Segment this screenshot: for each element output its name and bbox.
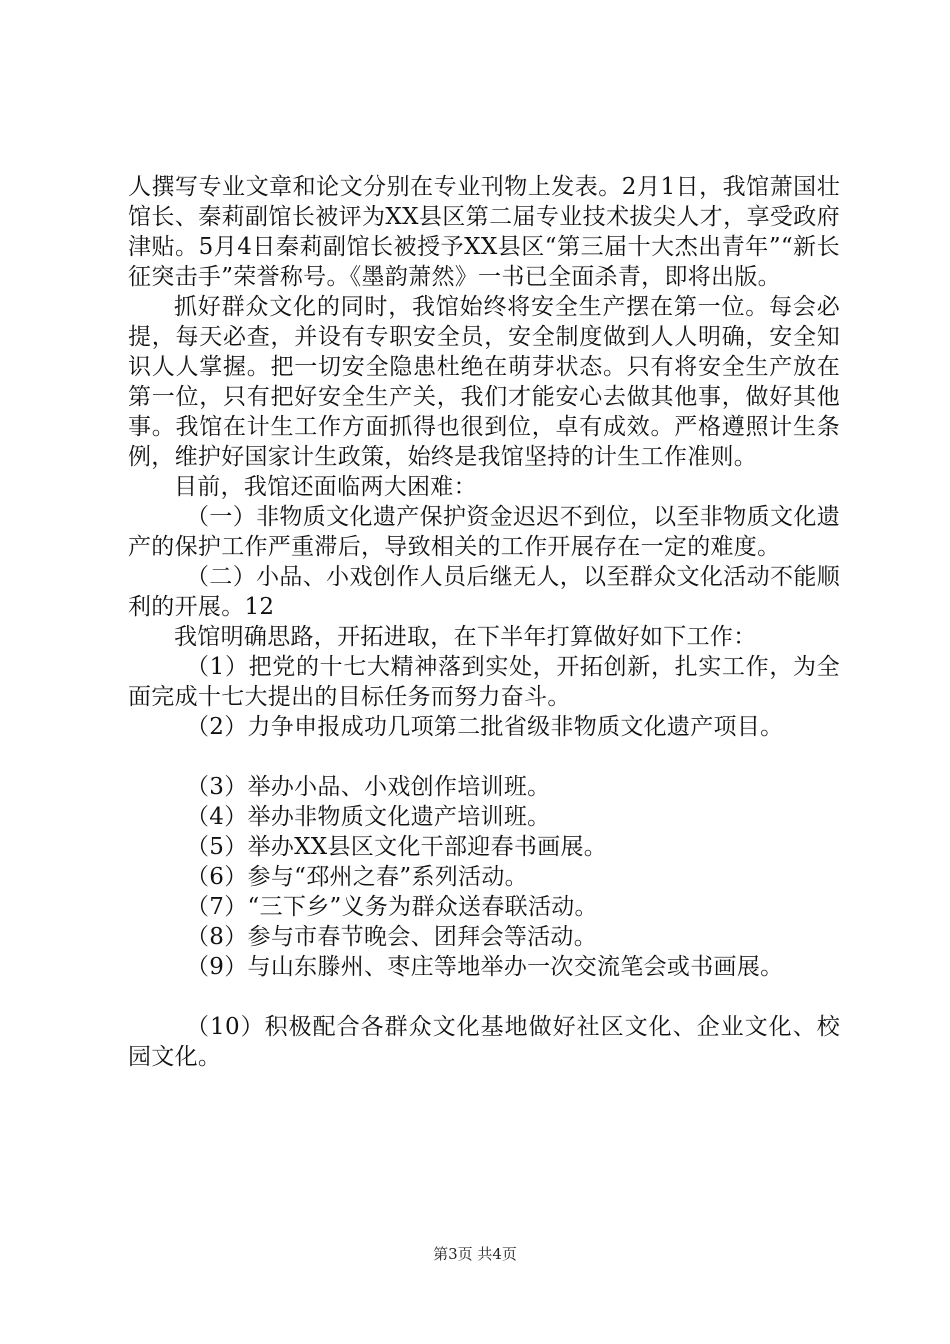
list-item: （6）参与“邳州之春”系列活动。: [186, 864, 528, 890]
list-item: （8）参与市春节晚会、团拜会等活动。: [186, 924, 598, 950]
paragraph-plan-2: （2）力争申报成功几项第二批省级非物质文化遗产项目。: [186, 714, 784, 740]
list-item: （7）“三下乡”义务为群众送春联活动。: [186, 894, 598, 920]
document-body: [128, 172, 840, 1072]
list-item: （5）举办XX县区文化干部迎春书画展。: [186, 834, 608, 860]
paragraph-difficulty-1: （一）非物质文化遗产保护资金迟迟不到位，以至非物质文化遗产的保护工作严重滞后，导致相关的工作开展存在一定的难度。: [128, 504, 840, 560]
paragraph-safety: 抓好群众文化的同时，我馆始终将安全生产摆在第一位。每会必提，每天必查，并设有专职安全员，安全制度做到人人明确，安全知识人人掌握。把一切安全隐患杜绝在萌芽状态。只有将安全生产放在第一位，只有把好安全生产关，我们才能安心去做其他事，做好其他事。我馆在计生工作方面抓得也很到位，卓有成效。严格遵照计生条例，维护好国家计生政策，始终是我馆坚持的计生工作准则。: [128, 294, 840, 470]
paragraph-plan-intro: 我馆明确思路，开拓进取，在下半年打算做好如下工作：: [174, 624, 757, 650]
page-footer: 第3页 共4页: [433, 1245, 517, 1263]
list-item: （4）举办非物质文化遗产培训班。: [186, 804, 551, 830]
paragraph-difficulty-2: （二）小品、小戏创作人员后继无人，以至群众文化活动不能顺利的开展。12: [128, 564, 840, 620]
list-item: （9）与山东滕州、枣庄等地举办一次交流笔会或书画展。: [186, 954, 784, 980]
paragraph-achievements: 人撰写专业文章和论文分别在专业刊物上发表。2月1日，我馆萧国壮馆长、秦莉副馆长被评为XX县区第二届专业技术拔尖人才，享受政府津贴。5月4日秦莉副馆长被授予XX县区“第三届十大杰出青年”“新长征突击手”荣誉称号。《墨韵萧然》一书已全面杀青，即将出版。: [128, 174, 840, 290]
paragraph-plan-1: （1）把党的十七大精神落到实处，开拓创新，扎实工作，为全面完成十七大提出的目标任务而努力奋斗。: [128, 654, 840, 710]
paragraph-closing: （10）积极配合各群众文化基地做好社区文化、企业文化、校园文化。: [128, 1014, 840, 1070]
paragraph-difficulties-intro: 目前，我馆还面临两大困难：: [174, 474, 477, 500]
list-item: （3）举办小品、小戏创作培训班。: [186, 774, 551, 800]
